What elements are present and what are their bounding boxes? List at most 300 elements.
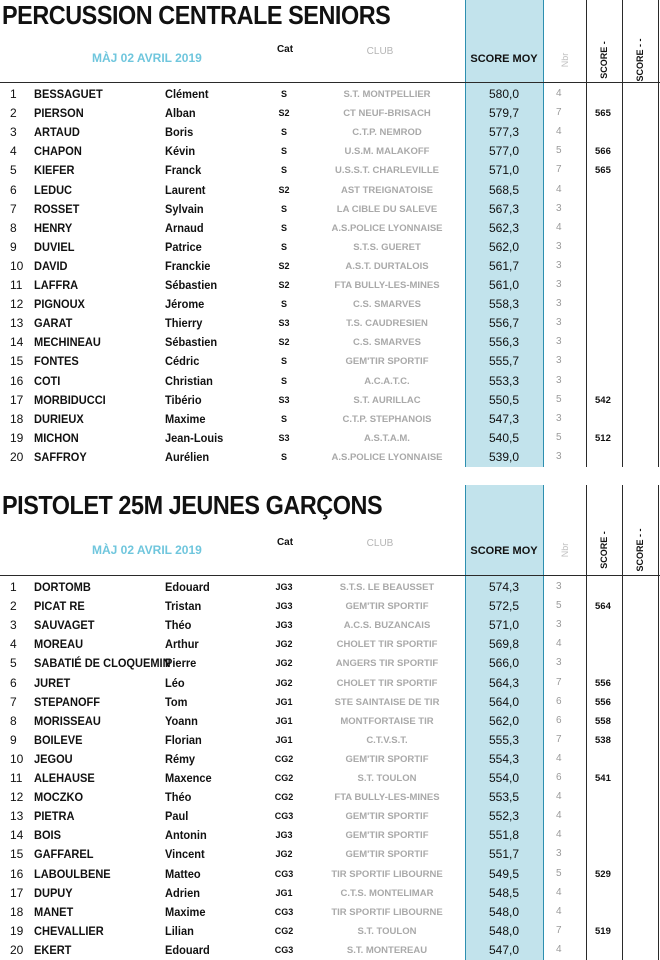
rank-cell: 2	[10, 599, 17, 614]
section-title: PERCUSSION CENTRALE SENIORS	[2, 0, 391, 30]
average-score-cell: 577,0	[488, 144, 520, 159]
club-cell: GEM'TIR SPORTIF	[345, 753, 429, 765]
first-name-cell: Thierry	[165, 316, 203, 331]
club-cell: C.S. SMARVES	[353, 299, 421, 311]
header-score-1: SCORE -	[599, 41, 609, 79]
first-name-cell: Jérome	[165, 297, 205, 312]
last-name-cell: MECHINEAU	[34, 335, 101, 350]
last-name-cell: BESSAGUET	[34, 87, 103, 101]
table-row	[0, 807, 660, 826]
rank-cell: 2	[10, 106, 17, 121]
category-cell: S3	[278, 318, 290, 329]
rank-cell: 4	[10, 637, 17, 652]
last-name-cell: KIEFER	[34, 163, 75, 178]
score-1-cell: 556	[595, 677, 611, 689]
last-name-cell: COTI	[34, 373, 61, 388]
last-name-cell: SAFFROY	[34, 449, 87, 464]
last-name-cell: DAVID	[34, 258, 68, 273]
count-cell: 3	[556, 279, 562, 290]
category-cell: CG2	[274, 792, 294, 803]
table-row	[0, 257, 660, 276]
count-cell: 3	[556, 450, 562, 462]
rank-cell: 5	[10, 163, 17, 178]
rank-cell: 16	[10, 373, 24, 388]
average-score-cell: 553,5	[488, 790, 520, 805]
rank-cell: 17	[10, 885, 24, 900]
score-1-cell: 565	[595, 165, 611, 177]
table-row	[0, 142, 660, 161]
category-cell: S3	[278, 394, 290, 405]
header-score-2: SCORE - -	[635, 38, 645, 82]
category-cell: JG3	[275, 830, 293, 841]
category-cell: S	[280, 203, 287, 214]
table-row	[0, 922, 660, 941]
average-score-cell: 571,0	[488, 618, 520, 633]
rank-cell: 12	[10, 790, 24, 805]
rank-cell: 15	[10, 354, 24, 369]
rank-cell: 18	[10, 411, 24, 426]
table-row	[0, 635, 660, 654]
average-score-cell: 555,7	[488, 354, 520, 369]
category-cell: S	[280, 127, 287, 138]
header-cat: Cat	[276, 537, 294, 548]
average-score-cell: 569,8	[488, 637, 520, 652]
category-cell: S2	[278, 280, 290, 290]
first-name-cell: Paul	[165, 809, 189, 824]
first-name-cell: Adrien	[165, 885, 200, 900]
club-cell: CHOLET TIR SPORTIF	[336, 639, 438, 651]
count-cell: 4	[556, 905, 562, 917]
last-name-cell: BOILEVE	[34, 732, 83, 747]
update-date: MÀJ 02 AVRIL 2019	[92, 51, 202, 65]
table-row	[0, 884, 660, 903]
last-name-cell: PIGNOUX	[34, 297, 85, 312]
average-score-cell: 561,7	[488, 258, 520, 273]
average-score-cell: 539,0	[488, 449, 520, 464]
table-row	[0, 391, 660, 410]
count-cell: 3	[556, 619, 562, 631]
club-cell: S.T. TOULON	[357, 773, 417, 784]
rank-cell: 17	[10, 392, 24, 407]
score-1-cell: 558	[595, 715, 611, 727]
first-name-cell: Lilian	[165, 923, 194, 938]
club-cell: C.T.V.S.T.	[366, 734, 408, 746]
category-cell: CG2	[274, 773, 294, 783]
table-row	[0, 238, 660, 257]
first-name-cell: Alban	[165, 106, 196, 121]
count-cell: 4	[556, 126, 562, 138]
first-name-cell: Florian	[165, 732, 202, 747]
club-cell: GEM'TIR SPORTIF	[345, 356, 429, 368]
club-cell: A.C.A.T.C.	[364, 375, 410, 387]
first-name-cell: Laurent	[165, 182, 206, 197]
count-cell: 3	[556, 355, 562, 367]
count-cell: 5	[556, 393, 562, 405]
rank-cell: 9	[10, 732, 17, 747]
club-cell: S.T. AURILLAC	[353, 394, 421, 406]
rank-cell: 20	[10, 449, 24, 464]
rank-cell: 10	[10, 258, 24, 273]
average-score-cell: 548,0	[488, 923, 520, 938]
category-cell: JG1	[275, 715, 293, 726]
average-score-cell: 555,3	[488, 732, 520, 747]
count-cell: 5	[556, 431, 562, 443]
category-cell: CG2	[274, 753, 294, 764]
club-cell: LA CIBLE DU SALEVE	[336, 203, 438, 215]
score-1-cell: 542	[595, 394, 611, 406]
table-row	[0, 219, 660, 238]
header-club: CLUB	[366, 46, 394, 57]
average-score-cell: 553,3	[488, 373, 520, 388]
average-score-cell: 548,5	[488, 885, 520, 900]
header-club: CLUB	[366, 538, 394, 549]
first-name-cell: Antonin	[165, 828, 207, 843]
table-row	[0, 123, 660, 142]
last-name-cell: SAUVAGET	[34, 618, 95, 633]
average-score-cell: 540,5	[488, 430, 520, 445]
first-name-cell: Arthur	[165, 637, 199, 652]
average-score-cell: 564,0	[488, 694, 520, 709]
count-cell: 3	[556, 202, 562, 214]
category-cell: CG2	[274, 925, 294, 936]
rank-cell: 18	[10, 904, 24, 919]
count-cell: 7	[556, 164, 562, 176]
category-cell: JG2	[275, 658, 293, 669]
last-name-cell: GAFFAREL	[34, 847, 94, 862]
first-name-cell: Kévin	[165, 144, 196, 159]
last-name-cell: ROSSET	[34, 201, 80, 216]
last-name-cell: CHEVALLIER	[34, 923, 104, 938]
category-cell: S	[280, 413, 287, 424]
average-score-cell: 580,0	[488, 87, 520, 101]
last-name-cell: PIERSON	[34, 106, 84, 121]
count-cell: 7	[556, 107, 562, 119]
table-row	[0, 788, 660, 807]
rank-cell: 3	[10, 125, 17, 140]
club-cell: AST TREIGNATOISE	[340, 184, 434, 196]
section-percussion-centrale	[0, 0, 660, 470]
header-score-2: SCORE - -	[635, 528, 645, 572]
last-name-cell: MORBIDUCCI	[34, 392, 106, 407]
rank-cell: 6	[10, 675, 17, 690]
count-cell: 3	[556, 336, 562, 348]
count-cell: 4	[556, 810, 562, 822]
rank-cell: 4	[10, 144, 17, 159]
header-nbr: Nbr	[560, 542, 570, 558]
last-name-cell: DURIEUX	[34, 411, 84, 426]
count-cell: 5	[556, 145, 562, 157]
table-row	[0, 181, 660, 200]
table-row	[0, 448, 660, 467]
category-cell: JG1	[275, 887, 293, 898]
rank-cell: 1	[10, 87, 17, 101]
table-row	[0, 616, 660, 635]
club-cell: S.T. MONTEREAU	[346, 944, 428, 956]
average-score-cell: 574,3	[488, 580, 520, 594]
average-score-cell: 551,8	[488, 828, 520, 843]
average-score-cell: 568,5	[488, 182, 520, 197]
table-row	[0, 941, 660, 960]
rank-cell: 6	[10, 182, 17, 197]
last-name-cell: LEDUC	[34, 182, 73, 197]
table-row	[0, 826, 660, 845]
count-cell: 4	[556, 829, 562, 841]
category-cell: JG3	[275, 620, 293, 631]
first-name-cell: Rémy	[165, 751, 196, 766]
last-name-cell: JEGOU	[34, 751, 73, 766]
last-name-cell: FONTES	[34, 354, 79, 369]
table-row	[0, 333, 660, 352]
header-score-moy: SCORE MOY	[470, 545, 538, 557]
rank-cell: 7	[10, 694, 17, 709]
last-name-cell: CHAPON	[34, 144, 82, 159]
rank-cell: 14	[10, 335, 24, 350]
section-title: PISTOLET 25M JEUNES GARÇONS	[2, 490, 383, 520]
category-cell: S2	[278, 108, 290, 119]
table-row	[0, 104, 660, 123]
first-name-cell: Clément	[165, 87, 209, 101]
club-cell: GEM'TIR SPORTIF	[345, 830, 429, 842]
club-cell: A.C.S. BUZANCAIS	[343, 620, 431, 632]
first-name-cell: Sylvain	[165, 201, 204, 216]
average-score-cell: 579,7	[488, 106, 520, 121]
count-cell: 3	[556, 374, 562, 386]
header-score-moy: SCORE MOY	[470, 53, 538, 65]
average-score-cell: 556,7	[488, 316, 520, 331]
last-name-cell: LABOULBENE	[34, 866, 111, 881]
last-name-cell: BOIS	[34, 828, 61, 843]
club-cell: C.T.P. STEPHANOIS	[342, 413, 432, 425]
last-name-cell: ARTAUD	[34, 125, 80, 140]
first-name-cell: Yoann	[165, 713, 198, 728]
count-cell: 3	[556, 298, 562, 310]
first-name-cell: Christian	[165, 373, 213, 388]
rank-cell: 5	[10, 656, 17, 671]
category-cell: S	[280, 146, 287, 157]
category-cell: JG2	[275, 849, 293, 860]
table-row	[0, 903, 660, 922]
club-cell: CHOLET TIR SPORTIF	[336, 677, 438, 689]
first-name-cell: Théo	[165, 618, 192, 633]
average-score-cell: 547,3	[488, 411, 520, 426]
header-cat: Cat	[276, 44, 294, 55]
rank-cell: 13	[10, 316, 24, 331]
last-name-cell: MORISSEAU	[34, 713, 101, 728]
category-cell: S	[280, 89, 287, 99]
category-cell: S	[280, 241, 287, 252]
category-cell: CG3	[274, 906, 294, 917]
average-score-cell: 552,3	[488, 809, 520, 824]
table-row	[0, 578, 660, 597]
first-name-cell: Sébastien	[165, 335, 218, 350]
count-cell: 4	[556, 88, 562, 99]
table-row	[0, 352, 660, 371]
average-score-cell: 562,0	[488, 713, 520, 728]
count-cell: 7	[556, 924, 562, 936]
average-score-cell: 550,5	[488, 392, 520, 407]
first-name-cell: Arnaud	[165, 220, 204, 235]
last-name-cell: SABATIÉ DE CLOQUEMIN	[34, 656, 171, 671]
club-cell: STE SAINTAISE DE TIR	[334, 696, 440, 708]
count-cell: 3	[556, 412, 562, 424]
last-name-cell: DUPUY	[34, 885, 73, 900]
count-cell: 3	[556, 848, 562, 860]
last-name-cell: DORTOMB	[34, 580, 91, 594]
rank-cell: 14	[10, 828, 24, 843]
count-cell: 4	[556, 886, 562, 898]
category-cell: S	[280, 299, 287, 310]
last-name-cell: GARAT	[34, 316, 73, 331]
table-row	[0, 865, 660, 884]
rank-cell: 11	[10, 771, 23, 785]
category-cell: S2	[278, 184, 290, 195]
category-cell: JG2	[275, 677, 293, 688]
first-name-cell: Edouard	[165, 580, 210, 594]
header-nbr: Nbr	[560, 52, 570, 68]
club-cell: MONTFORTAISE TIR	[340, 715, 434, 727]
last-name-cell: HENRY	[34, 220, 73, 235]
count-cell: 7	[556, 733, 562, 745]
first-name-cell: Patrice	[165, 239, 202, 254]
category-cell: S2	[278, 337, 290, 348]
count-cell: 3	[556, 657, 562, 669]
category-cell: S	[280, 451, 287, 462]
average-score-cell: 562,0	[488, 239, 520, 254]
first-name-cell: Matteo	[165, 866, 201, 881]
count-cell: 4	[556, 183, 562, 195]
category-cell: CG3	[274, 811, 294, 822]
category-cell: JG1	[275, 696, 293, 707]
first-name-cell: Tristan	[165, 599, 202, 614]
first-name-cell: Cédric	[165, 354, 200, 369]
club-cell: TIR SPORTIF LIBOURNE	[331, 868, 443, 880]
table-row	[0, 276, 660, 295]
last-name-cell: MOREAU	[34, 637, 84, 652]
first-name-cell: Tom	[165, 694, 188, 709]
table-row	[0, 769, 660, 788]
count-cell: 7	[556, 676, 562, 688]
last-name-cell: LAFFRA	[34, 278, 79, 292]
score-1-cell: 565	[595, 108, 611, 120]
count-cell: 3	[556, 240, 562, 252]
club-cell: GEM'TIR SPORTIF	[345, 849, 429, 861]
category-cell: CG3	[274, 868, 294, 879]
club-cell: S.T. TOULON	[357, 925, 417, 937]
table-row	[0, 314, 660, 333]
average-score-cell: 564,3	[488, 675, 520, 690]
count-cell: 5	[556, 867, 562, 879]
club-cell: U.S.S.T. CHARLEVILLE	[335, 165, 439, 177]
average-score-cell: 558,3	[488, 297, 520, 312]
first-name-cell: Maxime	[165, 904, 206, 919]
table-row	[0, 161, 660, 180]
score-1-cell: 566	[595, 146, 611, 158]
count-cell: 6	[556, 714, 562, 726]
first-name-cell: Sébastien	[165, 278, 218, 292]
count-cell: 3	[556, 317, 562, 329]
category-cell: S3	[278, 432, 290, 443]
average-score-cell: 561,0	[488, 278, 520, 292]
table-row	[0, 410, 660, 429]
category-cell: S	[280, 165, 287, 176]
average-score-cell: 547,0	[488, 942, 520, 957]
section-pistolet-25m	[0, 485, 660, 960]
category-cell: S	[280, 375, 287, 386]
last-name-cell: MANET	[34, 904, 74, 919]
average-score-cell: 554,3	[488, 751, 520, 766]
header-separator	[0, 82, 660, 83]
average-score-cell: 571,0	[488, 163, 520, 178]
last-name-cell: JURET	[34, 675, 71, 690]
category-cell: JG2	[275, 639, 293, 650]
last-name-cell: EKERT	[34, 942, 72, 957]
count-cell: 3	[556, 259, 562, 271]
count-cell: 3	[556, 581, 562, 592]
score-1-cell: 564	[595, 601, 611, 613]
club-cell: FTA BULLY-LES-MINES	[334, 280, 440, 291]
table-row	[0, 429, 660, 448]
rank-cell: 1	[10, 580, 17, 594]
count-cell: 6	[556, 772, 562, 783]
first-name-cell: Franckie	[165, 258, 211, 273]
category-cell: S	[280, 222, 287, 233]
club-cell: FTA BULLY-LES-MINES	[334, 792, 440, 804]
score-1-cell: 556	[595, 696, 611, 708]
rank-cell: 10	[10, 751, 24, 766]
category-cell: JG3	[275, 601, 293, 612]
count-cell: 4	[556, 943, 562, 955]
rank-cell: 20	[10, 942, 24, 957]
table-row	[0, 85, 660, 104]
count-cell: 5	[556, 600, 562, 612]
score-1-cell: 529	[595, 868, 611, 880]
score-1-cell: 538	[595, 734, 611, 746]
first-name-cell: Edouard	[165, 942, 210, 957]
rank-cell: 19	[10, 923, 24, 938]
count-cell: 4	[556, 221, 562, 233]
average-score-cell: 551,7	[488, 847, 520, 862]
average-score-cell: 562,3	[488, 220, 520, 235]
first-name-cell: Maxime	[165, 411, 206, 426]
average-score-cell: 566,0	[488, 656, 520, 671]
average-score-cell: 577,3	[488, 125, 520, 140]
table-row	[0, 712, 660, 731]
first-name-cell: Pierre	[165, 656, 197, 671]
table-row	[0, 674, 660, 693]
first-name-cell: Maxence	[165, 771, 212, 785]
club-cell: C.T.P. NEMROD	[352, 127, 422, 139]
average-score-cell: 548,0	[488, 904, 520, 919]
first-name-cell: Théo	[165, 790, 192, 805]
club-cell: CT NEUF-BRISACH	[343, 108, 431, 120]
first-name-cell: Boris	[165, 125, 194, 140]
average-score-cell: 554,0	[488, 771, 520, 785]
last-name-cell: ALEHAUSE	[34, 771, 95, 785]
count-cell: 4	[556, 638, 562, 650]
table-row	[0, 845, 660, 864]
rank-cell: 11	[10, 278, 23, 292]
score-1-cell: 541	[595, 773, 611, 784]
category-cell: S	[280, 356, 287, 367]
rank-cell: 8	[10, 220, 17, 235]
club-cell: ANGERS TIR SPORTIF	[335, 658, 439, 670]
club-cell: A.S.POLICE LYONNAISE	[331, 451, 443, 463]
table-row	[0, 597, 660, 616]
last-name-cell: MOCZKO	[34, 790, 84, 805]
club-cell: S.T.S. LE BEAUSSET	[339, 582, 435, 593]
club-cell: A.S.T. DURTALOIS	[345, 260, 429, 272]
first-name-cell: Tibério	[165, 392, 202, 407]
